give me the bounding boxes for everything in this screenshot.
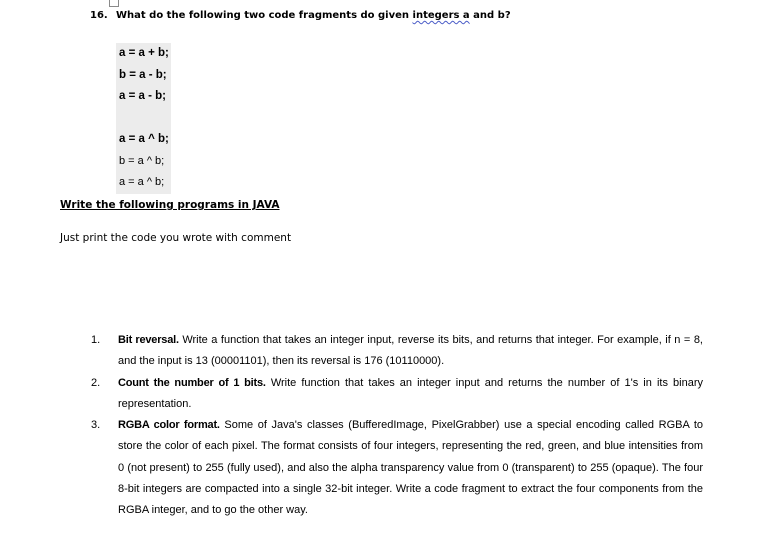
- problem-text: Write function that takes an integer input and returns the number of 1's in its binary representation.: [118, 376, 703, 410]
- code-line: a = a ^ b;: [119, 133, 169, 145]
- question-text: What do the following two code fragments do given: [116, 10, 413, 21]
- problem-title: RGBA color format.: [118, 419, 220, 432]
- problem-title: Bit reversal.: [118, 334, 179, 346]
- problem-body: [118, 373, 703, 416]
- code-fragment-2: [116, 129, 171, 194]
- code-line: a = a - b;: [119, 90, 166, 102]
- problem-number: 1.: [91, 334, 101, 346]
- code-line: a = a + b;: [119, 47, 169, 59]
- problem-item: [91, 373, 703, 416]
- instruction-text: Just print the code you wrote with comment: [60, 232, 292, 244]
- code-fragment-1: [116, 43, 171, 129]
- problem-text: Write a function that takes an integer input, reverse its bits, and returns that integer. For example, if n = 8, and the input is 13 (00001101), then its reversal is 176 (10110000).: [118, 334, 703, 368]
- problem-text: Some of Java's classes (BufferedImage, PixelGrabber) use a special encoding called RGBA to store the color of each pixel. The format consists of four integers, representing the red, green, and blue intensities from 0 (not present) to 255 (fully used), and also the alpha transparency value from 0 (transparent) to 255 (opaque). The four 8-bit integers are compacted into a single 32-bit integer. Write a code fragment to extract the four components from the RGBA integer, and to go the other way.: [118, 419, 703, 517]
- problem-title: Count the number of 1 bits.: [118, 376, 266, 389]
- checkbox[interactable]: [109, 0, 119, 7]
- problem-item: [91, 330, 703, 373]
- question-number: 16.: [90, 10, 108, 21]
- problem-number: 2.: [91, 376, 101, 389]
- spellcheck-marked-text: integers a: [412, 10, 470, 21]
- question-heading: [90, 10, 511, 21]
- section-title: Write the following programs in JAVA: [60, 199, 280, 211]
- problem-body: [118, 330, 703, 373]
- question-text-end: and b?: [469, 10, 511, 21]
- code-spacer: [116, 108, 171, 130]
- problem-number: 3.: [91, 419, 101, 432]
- problem-body: [118, 415, 703, 521]
- code-line: b = a - b;: [119, 68, 167, 81]
- problem-item: [91, 415, 703, 521]
- code-line: a = a ^ b;: [119, 176, 165, 188]
- problem-list: [91, 330, 703, 522]
- code-line: b = a ^ b;: [119, 154, 165, 167]
